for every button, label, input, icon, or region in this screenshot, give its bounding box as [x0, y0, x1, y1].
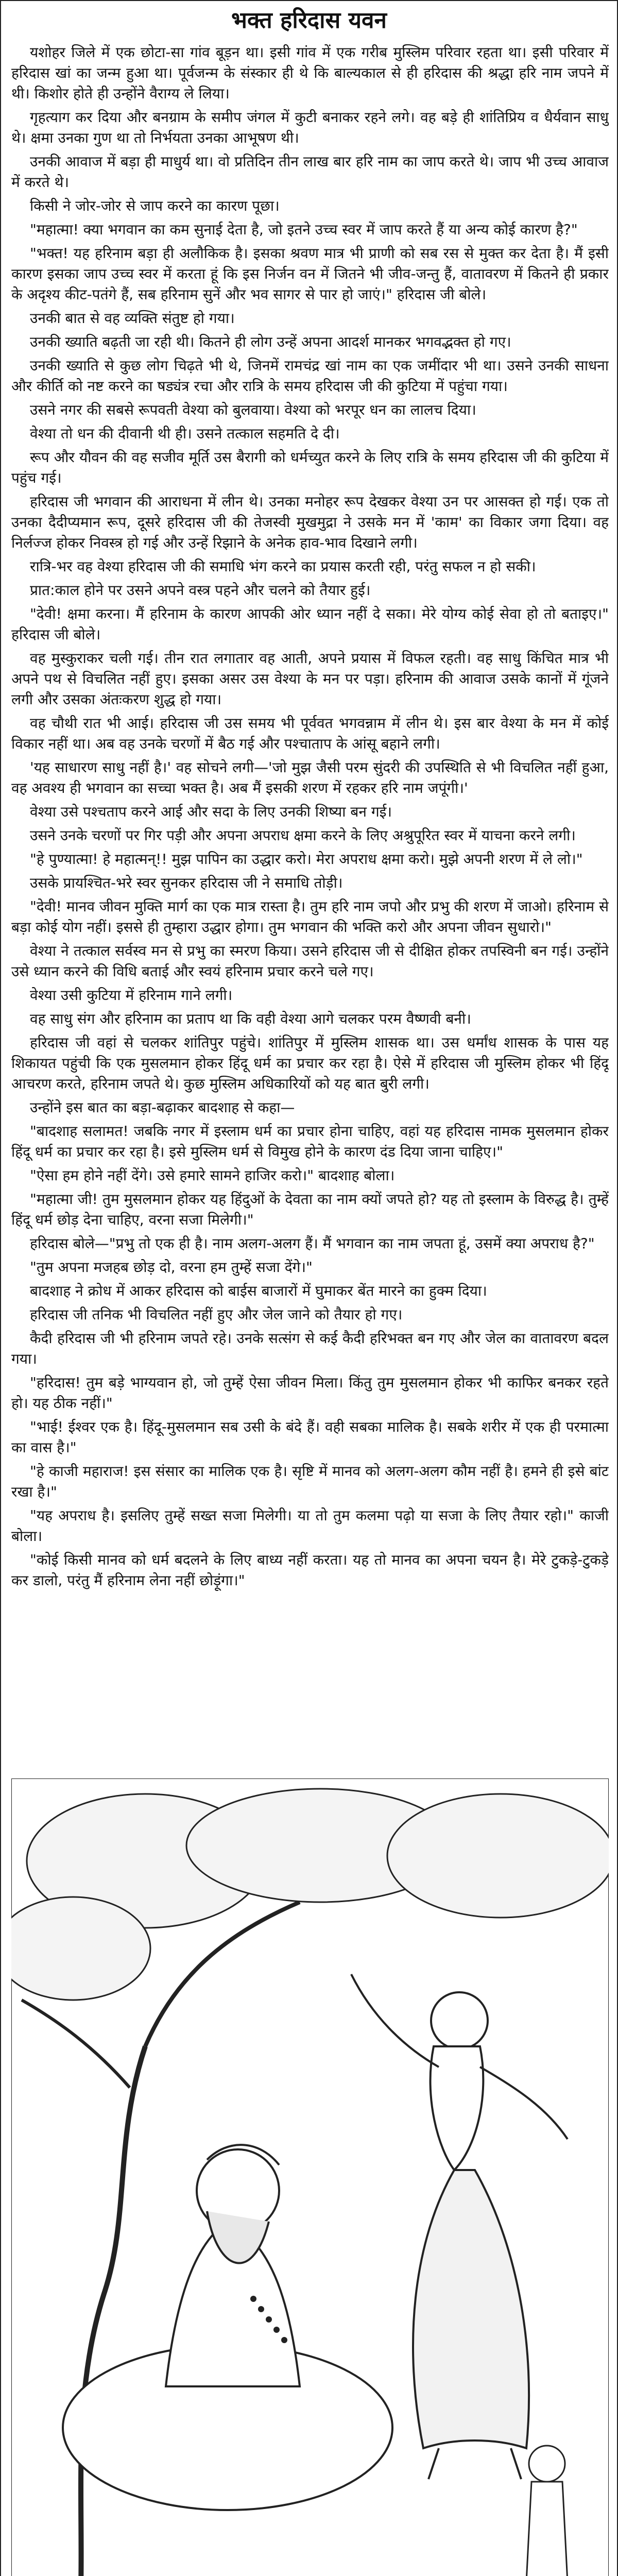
paragraph: वह मुस्कुराकर चली गई। तीन रात लगातार वह आती, अपने प्रयास में विफल रहती। वह साधु किंचित मात्र भी अपने पथ से विचलित नहीं हुए। इसका असर उस वेश्या के मन पर पड़ा। हरिनाम की आवाज उसके कानों में गूंजने लगी और उसका अंतःकरण शुद्ध हो गया। [11, 650, 609, 708]
paragraph: बादशाह ने क्रोध में आकर हरिदास को बाईस बाजारों में घुमाकर बेंत मारने का हुक्म दिया। [30, 1282, 487, 1299]
paragraph: 'यह साधारण साधु नहीं है।' वह सोचने लगी—'जो मुझ जैसी परम सुंदरी की उपस्थिति से भी विचलित नहीं हुआ, वह अवश्य ही भगवान का सच्चा भक्त है। अब मैं इसकी शरण में रहकर हरि नाम जपूंगी।' [11, 759, 609, 796]
illustration-haridas-and-dancer [11, 1778, 609, 2576]
paragraph: यशोहर जिले में एक छोटा-सा गांव बूड़न था। इसी गांव में एक गरीब मुस्लिम परिवार रहता था। इसी परिवार में हरिदास खां का जन्म हुआ था। पूर्वजन्म के संस्कार ही थे कि बाल्यकाल से ही हरिदास की श्रद्धा हरि नाम जपने में थी। किशोर होते ही उन्होंने वैराग्य ले लिया। [11, 44, 609, 102]
paragraph: गृहत्याग कर दिया और बनग्राम के समीप जंगल में कुटी बनाकर रहने लगे। वह बड़े ही शांतिप्रिय व धैर्यवान साधु थे। क्षमा उनका गुण था तो निर्भयता उनका आभूषण थी। [11, 109, 609, 146]
paragraph: उसने नगर की सबसे रूपवती वेश्या को बुलवाया। वेश्या को भरपूर धन का लालच दिया। [30, 401, 476, 418]
paragraph: हरिदास बोले—"प्रभु तो एक ही है। नाम अलग-अलग हैं। मैं भगवान का नाम जपता हूं, उसमें क्या अपराध है?" [30, 1235, 595, 1252]
paragraph: "हे काजी महाराज! इस संसार का मालिक एक है। सृष्टि में मानव को अलग-अलग कौम नहीं है। हमने ही इसे बांट रखा है।" [11, 1463, 609, 1500]
paragraph: उनकी बात से वह व्यक्ति संतुष्ट हो गया। [30, 310, 235, 327]
paragraph: हरिदास जी वहां से चलकर शांतिपुर पहुंचे। शांतिपुर में मुस्लिम शासक था। उस धर्मांध शासक के पास यह शिकायत पहुंची कि एक मुसलमान होकर हिंदू धर्म का प्रचार कर रहा है। ऐसे में हरिदास जी मुस्लिम होकर भी हिंदू आचरण करते, हरिनाम जपते थे। कुछ मुस्लिम अधिकारियों को यह बात बुरी लगी। [11, 1034, 609, 1092]
paragraph: कैदी हरिदास जी भी हरिनाम जपते रहे। उनके सत्संग से कई कैदी हरिभक्त बन गए और जेल का वातावरण बदल गया। [11, 1330, 609, 1367]
paragraph: "कोई किसी मानव को धर्म बदलने के लिए बाध्य नहीं करता। यह तो मानव का अपना चयन है। मेरे टुकड़े-टुकड़े कर डालो, परंतु मैं हरिनाम लेना नहीं छोड़ूंगा।" [11, 1551, 609, 1589]
paragraph: "हरिदास! तुम बड़े भाग्यवान हो, जो तुम्हें ऐसा जीवन मिला। किंतु तुम मुसलमान होकर भी काफिर बनकर रहते हो। यह ठीक नहीं।" [11, 1374, 609, 1412]
paragraph: रात्रि-भर वह वेश्या हरिदास जी की समाधि भंग करने का प्रयास करती रही, परंतु सफल न हो सकी। [30, 558, 536, 575]
paragraph: "भाई! ईश्वर एक है। हिंदू-मुसलमान सब उसी के बंदे हैं। वही सबका मालिक है। सबके शरीर में एक ही परमात्मा का वास है।" [11, 1418, 609, 1456]
paragraph: "भक्त! यह हरिनाम बड़ा ही अलौकिक है। इसका श्रवण मात्र भी प्राणी को सब रस से मुक्त कर देता है। मैं इसी कारण इसका जाप उच्च स्वर में करता हूं कि इस निर्जन वन में जितने भी जीव-जन्तु हैं, वातावरण में कितने ही प्रकार के अदृश्य कीट-पतंगे हैं, सब हरिनाम सुनें और भव सागर से पार हो जाएं।" हरिदास जी बोले। [11, 245, 609, 303]
paragraph: वेश्या तो धन की दीवानी थी ही। उसने तत्काल सहमति दे दी। [30, 425, 340, 442]
paragraph: उसके प्रायश्चित-भरे स्वर सुनकर हरिदास जी ने समाधि तोड़ी। [30, 874, 343, 891]
text-section-top [11, 42, 609, 1773]
paragraph: "हे पुण्यात्मा! हे महात्मन्!! मुझ पापिन का उद्धार करो। मेरा अपराध क्षमा करो। मुझे अपनी शरण में ले लो।" [30, 851, 583, 868]
paragraph: उनकी आवाज में बड़ा ही माधुर्य था। वो प्रतिदिन तीन लाख बार हरि नाम का जाप करते थे। जाप भी उच्च आवाज में करते थे। [11, 153, 609, 191]
document-title: भक्त हरिदास यवन [231, 7, 387, 33]
paragraph: हरिदास जी तनिक भी विचलित नहीं हुए और जेल जाने को तैयार हो गए। [30, 1306, 403, 1323]
paragraph: किसी ने जोर-जोर से जाप करने का कारण पूछा। [30, 197, 280, 214]
paragraph: उसने उनके चरणों पर गिर पड़ी और अपना अपराध क्षमा करने के लिए अश्रुपूरित स्वर में याचना करने लगी। [30, 827, 576, 844]
paragraph: "महात्मा! क्या भगवान का कम सुनाई देता है, जो इतने उच्च स्वर में जाप करते हैं या अन्य कोई कारण है?" [30, 221, 578, 238]
paragraph: वेश्या ने तत्काल सर्वस्व मन से प्रभु का स्मरण किया। उसने हरिदास जी से दीक्षित होकर तपस्विनी बन गई। उन्होंने उसे ध्यान करने की विधि बताई और स्वयं हरिनाम प्रचार करने चले गए। [11, 942, 609, 980]
paragraph: प्रात:काल होने पर उसने अपने वस्त्र पहने और चलने को तैयार हुई। [30, 582, 371, 599]
paragraph: "महात्मा जी! तुम मुसलमान होकर यह हिंदुओं के देवता का नाम क्यों जपते हो? यह तो इस्लाम के विरुद्ध है। तुम्हें हिंदू धर्म छोड़ देना चाहिए, वरना सजा मिलेगी।" [11, 1191, 609, 1228]
paragraph: "तुम अपना मजहब छोड़ दो, वरना हम तुम्हें सजा देंगे।" [30, 1259, 313, 1276]
paragraph: वह चौथी रात भी आई। हरिदास जी उस समय भी पूर्ववत भगवन्नाम में लीन थे। इस बार वेश्या के मन में कोई विकार नहीं था। अब वह उनके चरणों में बैठ गई और पश्चाताप के आंसू बहाने लगी। [11, 715, 609, 752]
paragraph: हरिदास जी भगवान की आराधना में लीन थे। उनका मनोहर रूप देखकर वेश्या उन पर आसक्त हो गई। एक तो उनका दैदीप्यमान रूप, दूसरे हरिदास जी की तेजस्वी मुखमुद्रा ने उसके मन में 'काम' का विकार जगा दिया। वह निर्लज्ज होकर निवस्त्र हो गई और उन्हें रिझाने के अनेक हाव-भाव दिखाने लगी। [11, 493, 609, 551]
paragraph: वेश्या उसी कुटिया में हरिनाम गाने लगी। [30, 987, 233, 1004]
paragraph: वेश्या उसे पश्चताप करने आई और सदा के लिए उनकी शिष्या बन गई। [30, 803, 392, 820]
paragraph: उनकी ख्याति से कुछ लोग चिढ़ते भी थे, जिनमें रामचंद्र खां नाम का एक जमींदार भी था। उसने उनकी साधना और कीर्ति को नष्ट करने का षड्यंत्र रचा और रात्रि के समय हरिदास जी की कुटिया में पहुंचा गया। [11, 357, 609, 395]
line-art-illustration [11, 1778, 609, 2576]
paragraph: उनकी ख्याति बढ़ती जा रही थी। कितने ही लोग उन्हें अपना आदर्श मानकर भगवद्भक्त हो गए। [30, 333, 511, 350]
paragraph: "देवी! मानव जीवन मुक्ति मार्ग का एक मात्र रास्ता है। तुम हरि नाम जपो और प्रभु की शरण में जाओ। हरिनाम से बड़ा कोई योग नहीं। इससे ही तुम्हारा उद्धार होगा। तुम भगवान की भक्ति करो और अपना जीवन सुधारो।" [11, 898, 609, 936]
paragraph: वह साधु संग और हरिनाम का प्रताप था कि वही वेश्या आगे चलकर परम वैष्णवी बनी। [30, 1010, 471, 1027]
paragraph: उन्होंने इस बात का बड़ा-बढ़ाकर बादशाह से कहा— [30, 1099, 295, 1116]
paragraph: "बादशाह सलामत! जबकि नगर में इस्लाम धर्म का प्रचार होना चाहिए, वहां यह हरिदास नामक मुसलमान होकर हिंदू धर्म का प्रचार कर रहा है। इसे मुस्लिम धर्म से विमुख होने के कारण दंड दिया जाना चाहिए।" [11, 1123, 609, 1160]
paragraph: "देवी! क्षमा करना। मैं हरिनाम के कारण आपकी ओर ध्यान नहीं दे सका। मेरे योग्य कोई सेवा हो तो बताइए।" हरिदास जी बोले। [11, 605, 609, 643]
paragraph: "ऐसा हम होने नहीं देंगे। उसे हमारे सामने हाजिर करो।" बादशाह बोला। [30, 1167, 395, 1184]
paragraph: रूप और यौवन की वह सजीव मूर्ति उस बैरागी को धर्मच्युत करने के लिए रात्रि के समय हरिदास जी की कुटिया में पहुंच गई। [11, 449, 609, 486]
paragraph: "यह अपराध है। इसलिए तुम्हें सख्त सजा मिलेगी। या तो तुम कलमा पढ़ो या सजा के लिए तैयार रहो।" काजी बोला। [11, 1507, 609, 1545]
